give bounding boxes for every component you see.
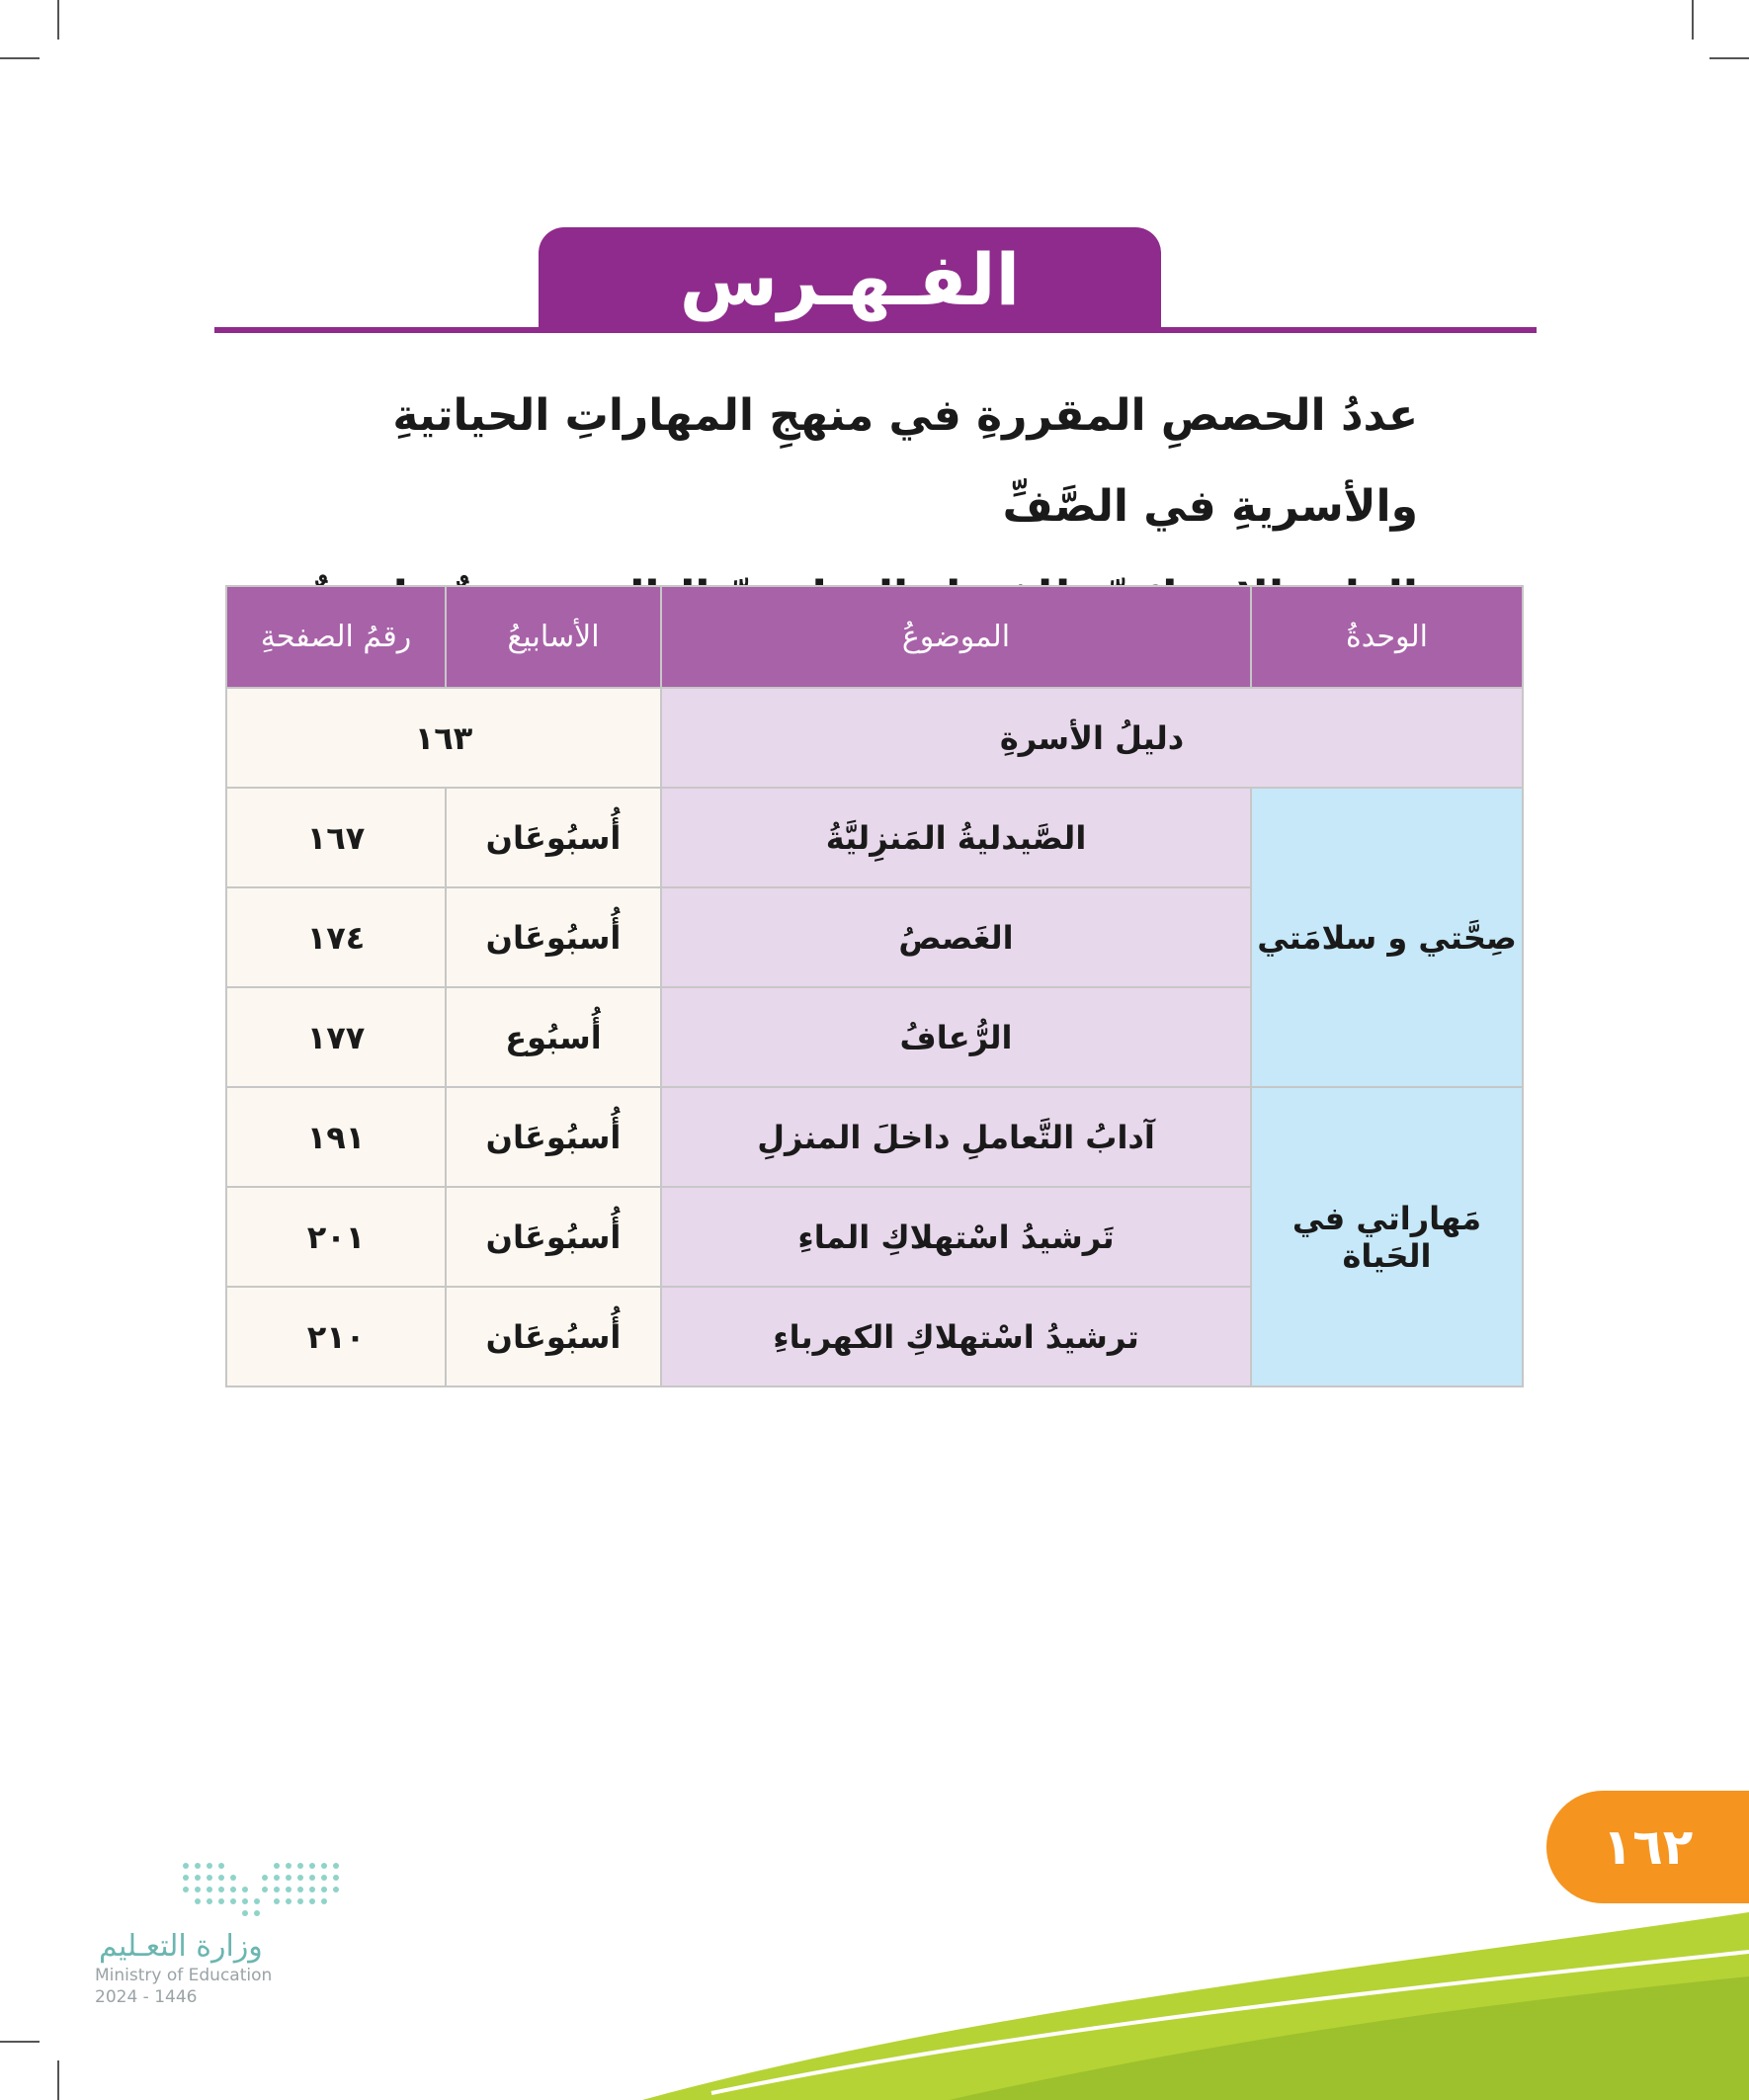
weeks-cell: أُسبُوعَان <box>446 1187 661 1287</box>
page-title: الفـهـرس <box>679 238 1021 321</box>
ministry-name-en: Ministry of Education <box>95 1966 273 1985</box>
unit-name: مَهاراتي في الحَياة <box>1251 1087 1523 1386</box>
weeks-cell: أُسبُوع <box>446 987 661 1087</box>
topic-cell: الرُّعافُ <box>661 987 1251 1087</box>
family-guide-topic: دليلُ الأسرةِ <box>661 688 1523 788</box>
page-cell: ١٩١ <box>226 1087 446 1187</box>
ministry-name-ar: وزارة التعـليم <box>99 1929 263 1964</box>
ministry-logo <box>95 1858 352 2007</box>
ministry-dots-icon <box>95 1858 352 1917</box>
page-cell: ١٦٧ <box>226 788 446 887</box>
edition-year: 2024 - 1446 <box>95 1987 198 2007</box>
family-guide-page: ١٦٣ <box>226 688 661 788</box>
page-number: ١٦٢ <box>1602 1818 1694 1876</box>
topic-cell: الصَّيدليةُ المَنزِليَّةُ <box>661 788 1251 887</box>
topic-cell: الغَصصُ <box>661 887 1251 987</box>
header-page: رقمُ الصفحةِ <box>226 586 446 688</box>
intro-line-1: عددُ الحصصِ المقررةِ في منهجِ المهاراتِ الحياتيةِ والأسريةِ في الصَّفِّ <box>392 390 1418 532</box>
page-cell: ١٧٧ <box>226 987 446 1087</box>
header-weeks: الأسابيعُ <box>446 586 661 688</box>
weeks-cell: أُسبُوعَان <box>446 1287 661 1386</box>
header-topic: الموضوعُ <box>661 586 1251 688</box>
page-cell: ١٧٤ <box>226 887 446 987</box>
unit-name: صِحَّتي و سلامَتي <box>1251 788 1523 1087</box>
header-unit: الوحدةُ <box>1251 586 1523 688</box>
weeks-cell: أُسبُوعَان <box>446 788 661 887</box>
topic-cell: ترشيدُ اسْتهلاكِ الكهرباءِ <box>661 1287 1251 1386</box>
weeks-cell: أُسبُوعَان <box>446 887 661 987</box>
page-number-tab <box>1546 1791 1749 1903</box>
weeks-cell: أُسبُوعَان <box>446 1087 661 1187</box>
topic-cell: آدابُ التَّعاملِ داخلَ المنزلِ <box>661 1087 1251 1187</box>
page-cell: ٢٠١ <box>226 1187 446 1287</box>
page-cell: ٢١٠ <box>226 1287 446 1386</box>
topic-cell: تَرشيدُ اسْتهلاكِ الماءِ <box>661 1187 1251 1287</box>
